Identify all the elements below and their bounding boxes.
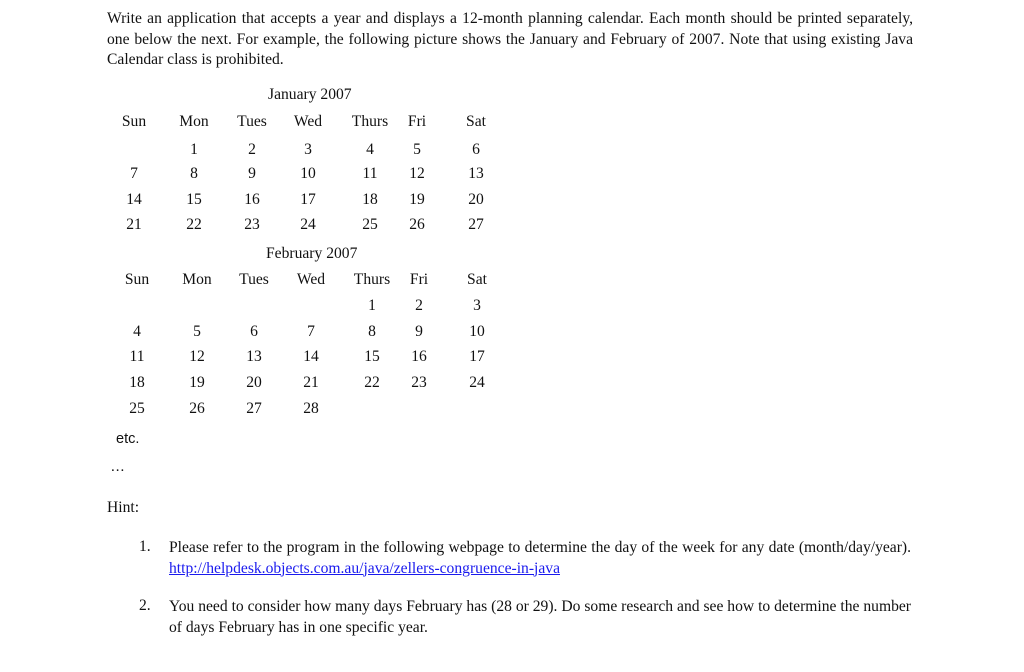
day-cell: 15 (364, 348, 380, 365)
day-cell: 12 (189, 348, 205, 365)
day-cell: 4 (366, 141, 374, 158)
day-cell: 16 (244, 191, 260, 208)
weekday-header: Sat (467, 271, 487, 288)
hint-2-number: 2. (139, 597, 151, 614)
day-cell: 19 (409, 191, 425, 208)
day-cell: 1 (368, 297, 376, 314)
zellers-congruence-link[interactable]: http://helpdesk.objects.com.au/java/zellers-congruence-in-java (169, 559, 560, 577)
day-cell: 24 (300, 216, 316, 233)
day-cell: 5 (193, 323, 201, 340)
day-cell: 28 (303, 400, 319, 417)
day-cell: 25 (129, 400, 145, 417)
weekday-header: Sun (121, 113, 147, 130)
weekday-header: Wed (296, 271, 326, 288)
day-cell: 25 (362, 216, 378, 233)
day-cell: 9 (415, 323, 423, 340)
day-cell: 6 (472, 141, 480, 158)
weekday-header: Sat (466, 113, 486, 130)
hint-1-number: 1. (139, 538, 151, 555)
day-cell: 27 (246, 400, 262, 417)
day-cell: 19 (189, 374, 205, 391)
day-cell: 21 (303, 374, 319, 391)
intro-paragraph: Write an application that accepts a year and displays a 12-month planning calendar. Each month should be printed separately, one below the next. For example, the following picture shows the January and February of 2007. Note that using existing Java Calendar class is prohibited. (107, 10, 913, 68)
day-cell: 7 (307, 323, 315, 340)
day-cell: 20 (246, 374, 262, 391)
day-cell: 23 (411, 374, 427, 391)
day-cell: 21 (126, 216, 142, 233)
day-cell: 18 (129, 374, 145, 391)
day-cell: 5 (413, 141, 421, 158)
day-cell: 7 (130, 165, 138, 182)
hint-2-text: You need to consider how many days February has (28 or 29). Do some research and see how to determine the number of days February has in one specific year. (169, 598, 911, 636)
hint-1-body: Please refer to the program in the following webpage to determine the day of the week for any date (month/day/year). (169, 539, 911, 556)
day-cell: 13 (468, 165, 484, 182)
weekday-header: Thurs (353, 271, 391, 288)
day-cell: 14 (126, 191, 142, 208)
day-cell: 13 (246, 348, 262, 365)
day-cell: 12 (409, 165, 425, 182)
weekday-header: Fri (409, 271, 429, 288)
calendar-title: February 2007 (266, 245, 358, 262)
day-cell: 24 (469, 374, 485, 391)
weekday-header: Tues (237, 113, 267, 130)
day-cell: 15 (186, 191, 202, 208)
day-cell: 17 (469, 348, 485, 365)
day-cell: 2 (248, 141, 256, 158)
day-cell: 10 (300, 165, 316, 182)
day-cell: 1 (190, 141, 198, 158)
day-cell: 22 (186, 216, 202, 233)
weekday-header: Wed (293, 113, 323, 130)
ellipsis: ... (111, 459, 126, 475)
weekday-header: Sun (124, 271, 150, 288)
weekday-header: Mon (182, 271, 212, 288)
day-cell: 11 (129, 348, 145, 365)
day-cell: 20 (468, 191, 484, 208)
weekday-header: Tues (239, 271, 269, 288)
day-cell: 27 (468, 216, 484, 233)
weekday-header: Thurs (351, 113, 389, 130)
day-cell: 18 (362, 191, 378, 208)
day-cell: 8 (368, 323, 376, 340)
hint-1-text (169, 538, 911, 579)
day-cell: 23 (244, 216, 260, 233)
day-cell: 3 (473, 297, 481, 314)
day-cell: 11 (362, 165, 378, 182)
day-cell: 26 (409, 216, 425, 233)
day-cell: 4 (133, 323, 141, 340)
day-cell: 14 (303, 348, 319, 365)
day-cell: 17 (300, 191, 316, 208)
day-cell: 6 (250, 323, 258, 340)
calendar-title: January 2007 (268, 86, 352, 103)
day-cell: 10 (469, 323, 485, 340)
day-cell: 2 (415, 297, 423, 314)
day-cell: 3 (304, 141, 312, 158)
day-cell: 8 (190, 165, 198, 182)
day-cell: 22 (364, 374, 380, 391)
day-cell: 9 (248, 165, 256, 182)
hint-label: Hint: (107, 499, 140, 516)
weekday-header: Mon (179, 113, 209, 130)
weekday-header: Fri (407, 113, 427, 130)
etc-label: etc. (116, 431, 140, 447)
day-cell: 16 (411, 348, 427, 365)
day-cell: 26 (189, 400, 205, 417)
